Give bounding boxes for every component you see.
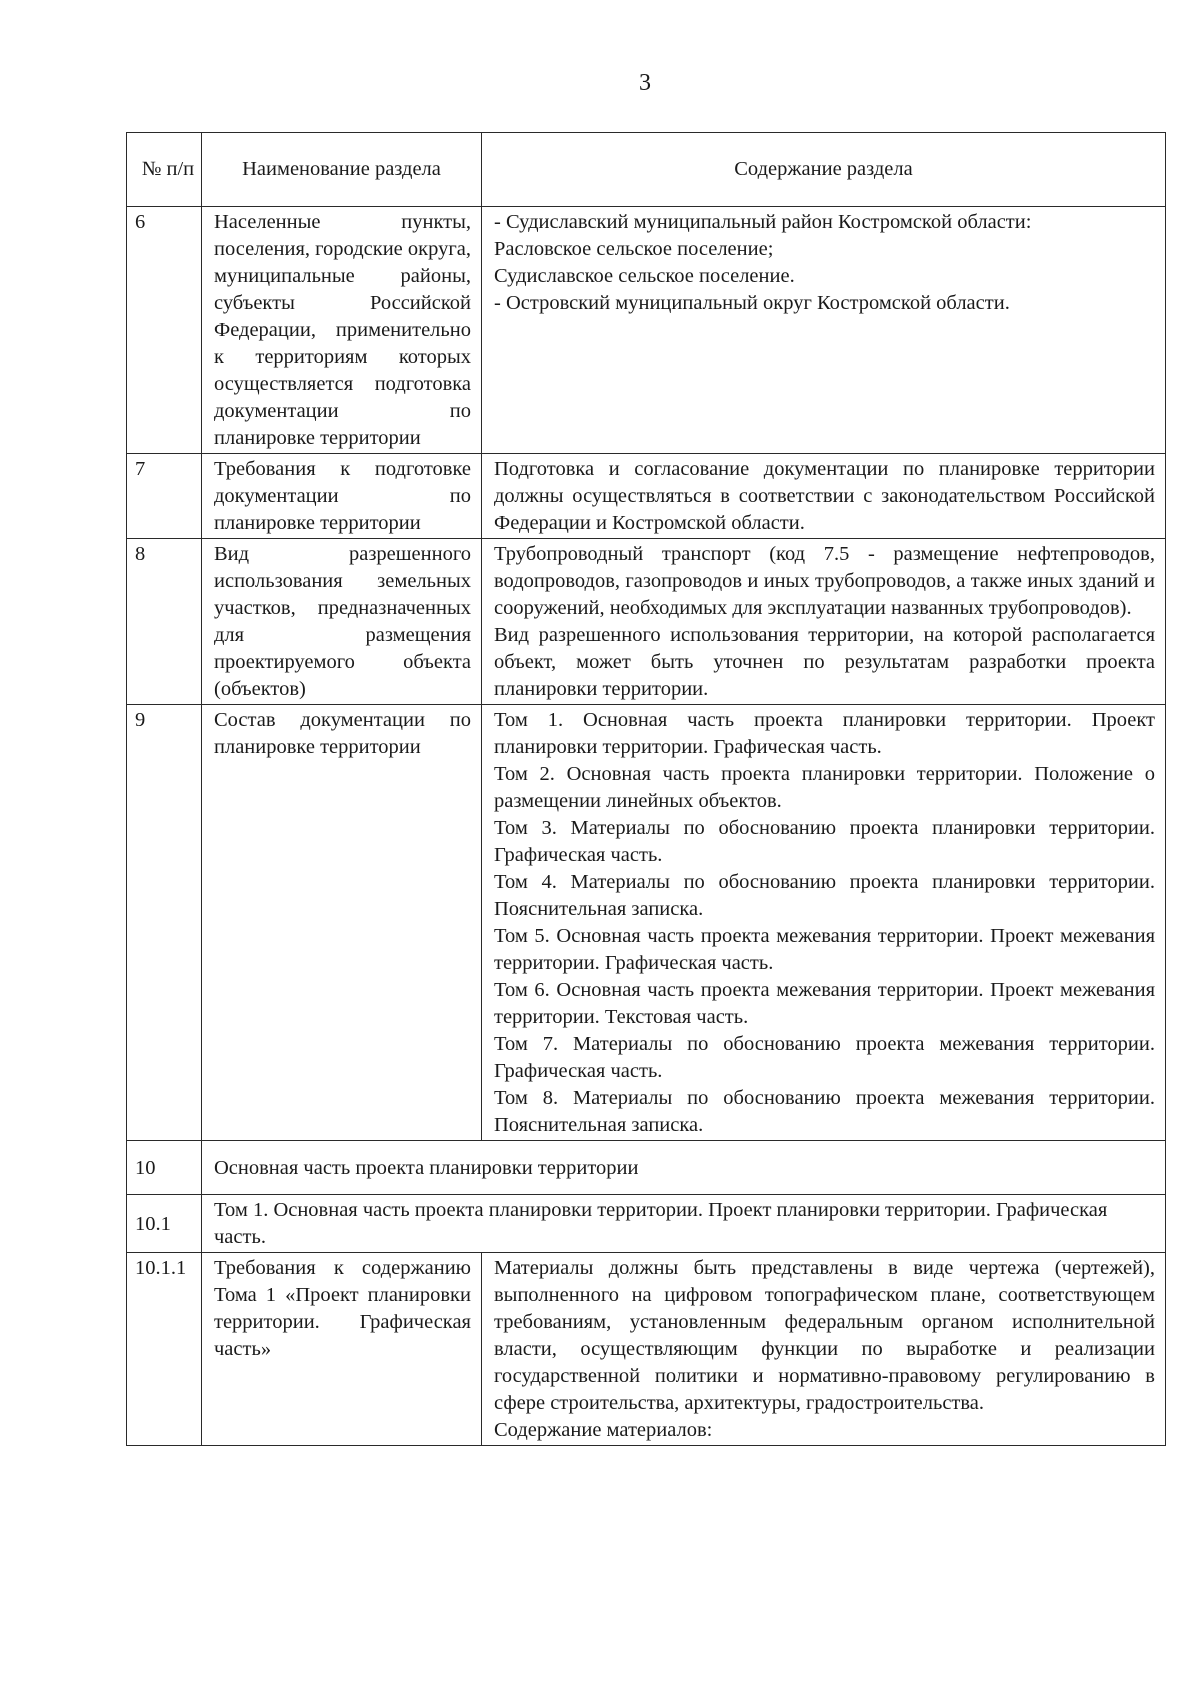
row-num: 9: [127, 705, 202, 1141]
content-paragraph: Том 1. Основная часть проекта планировки территории. Проект планировки территории. Графическая часть.: [494, 709, 1155, 758]
content-paragraph: Том 4. Материалы по обоснованию проекта планировки территории. Пояснительная записка.: [494, 871, 1155, 920]
row-content: [482, 1253, 1166, 1446]
row-span-text: Том 1. Основная часть проекта планировки территории. Проект планировки территории. Графическая часть.: [202, 1195, 1166, 1253]
row-num: 8: [127, 539, 202, 705]
content-paragraph: Материалы должны быть представлены в виде чертежа (чертежей), выполненного на цифровом топографическом плане, соответствующем требованиям, установленным федеральным органом исполнительной власти, осуществляющим функции по выработке и реализации государственной политики и нормативно-правовому регулированию в сфере строительства, архитектуры, градостроительства.: [494, 1257, 1155, 1414]
row-name: Требования к подготовке документации по планировке территории: [202, 454, 482, 539]
row-content: [482, 207, 1166, 454]
content-line: - Островский муниципальный округ Костромской области.: [494, 292, 1010, 314]
content-paragraph: Том 3. Материалы по обоснованию проекта планировки территории. Графическая часть.: [494, 817, 1155, 866]
row-name: Населенные пункты, поселения, городские округа, муниципальные районы, субъекты Российской Федерации, применительно к территориям которых осуществляется подготовка документации по планировке территории: [202, 207, 482, 454]
content-line: Судиславское сельское поселение.: [494, 265, 795, 287]
content-line: - Судиславский муниципальный район Костромской области:: [494, 211, 1032, 233]
table-header-row: [127, 133, 1166, 207]
row-name: Состав документации по планировке территории: [202, 705, 482, 1141]
row-name: Вид разрешенного использования земельных участков, предназначенных для размещения проектируемого объекта (объектов): [202, 539, 482, 705]
header-num: № п/п: [127, 133, 202, 207]
table-row: [127, 705, 1166, 1141]
header-content: Содержание раздела: [482, 133, 1166, 207]
table-row: [127, 1253, 1166, 1446]
table-row: [127, 1195, 1166, 1253]
page-number: 3: [639, 70, 651, 96]
content-paragraph: Том 7. Материалы по обоснованию проекта межевания территории. Графическая часть.: [494, 1033, 1155, 1082]
content-paragraph: Трубопроводный транспорт (код 7.5 - размещение нефтепроводов, водопроводов, газопроводов и иных трубопроводов, а также иных зданий и сооружений, необходимых для эксплуатации названных трубопроводов).: [494, 543, 1155, 619]
table-row: [127, 539, 1166, 705]
row-num: 10.1.1: [127, 1253, 202, 1446]
row-span-text: Основная часть проекта планировки территории: [202, 1141, 1166, 1195]
row-content: [482, 454, 1166, 539]
document-table: [126, 132, 1166, 1446]
table-row: [127, 454, 1166, 539]
header-name: Наименование раздела: [202, 133, 482, 207]
row-content: [482, 705, 1166, 1141]
content-paragraph: Подготовка и согласование документации по планировке территории должны осуществляться в соответствии с законодательством Российской Федерации и Костромской области.: [494, 458, 1155, 534]
content-paragraph: Том 2. Основная часть проекта планировки территории. Положение о размещении линейных объектов.: [494, 763, 1155, 812]
row-num: 10: [127, 1141, 202, 1195]
table-row: [127, 1141, 1166, 1195]
content-paragraph: Том 8. Материалы по обоснованию проекта межевания территории. Пояснительная записка.: [494, 1087, 1155, 1136]
table-row: [127, 207, 1166, 454]
row-num: 7: [127, 454, 202, 539]
content-line: Расловское сельское поселение;: [494, 238, 774, 260]
row-content: [482, 539, 1166, 705]
row-name: Требования к содержанию Тома 1 «Проект планировки территории. Графическая часть»: [202, 1253, 482, 1446]
content-paragraph: Вид разрешенного использования территории, на которой располагается объект, может быть уточнен по результатам разработки проекта планировки территории.: [494, 624, 1155, 700]
content-paragraph: Том 5. Основная часть проекта межевания территории. Проект межевания территории. Графическая часть.: [494, 925, 1155, 974]
row-num: 6: [127, 207, 202, 454]
row-num: 10.1: [127, 1195, 202, 1253]
content-paragraph: Том 6. Основная часть проекта межевания территории. Проект межевания территории. Текстовая часть.: [494, 979, 1155, 1028]
content-paragraph: Содержание материалов:: [494, 1419, 713, 1441]
